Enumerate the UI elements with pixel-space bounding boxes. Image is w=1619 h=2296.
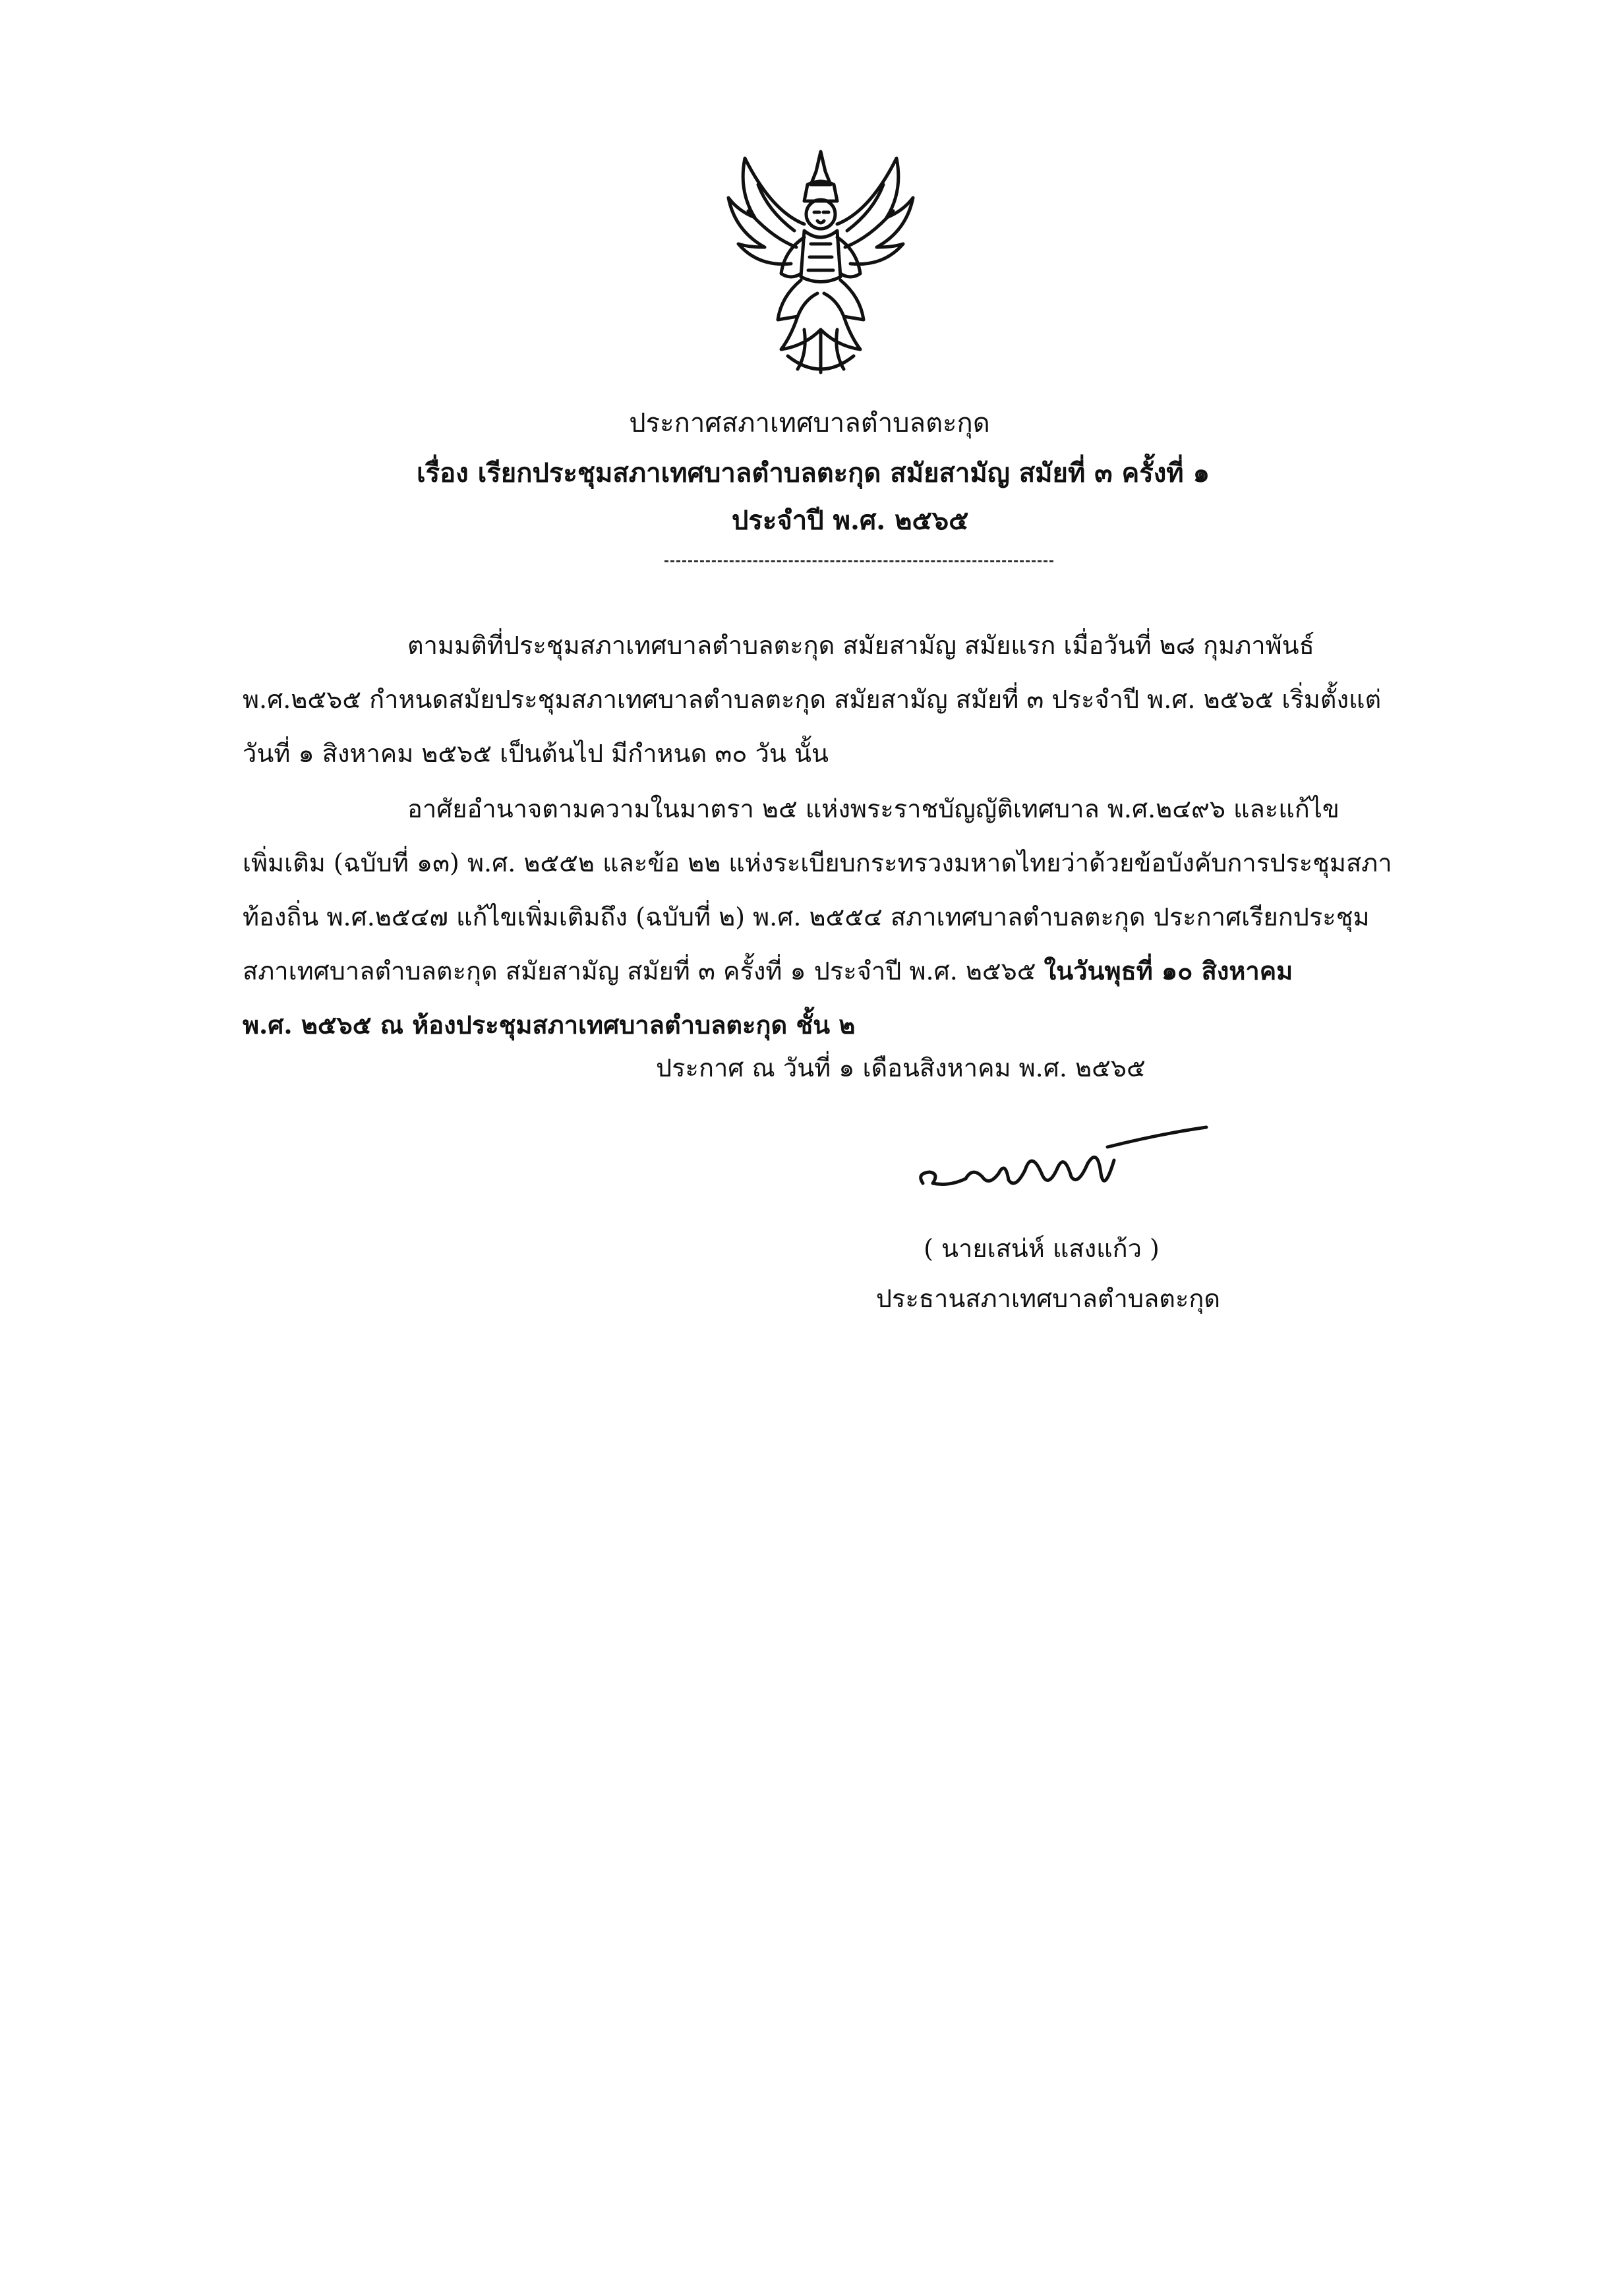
meeting-date: ในวันพุธที่ ๑๐ สิงหาคม: [1044, 956, 1293, 986]
signer-title: ประธานสภาเทศบาลตำบลตะกุด: [875, 1284, 1221, 1313]
paragraph-line: [243, 944, 1487, 998]
paragraph-line: พ.ศ.๒๕๖๕ กำหนดสมัยประชุมสภาเทศบาลตำบลตะกุด สมัยสามัญ สมัยที่ ๓ ประจำปี พ.ศ. ๒๕๖๕ เริ่มตั้งแต่: [243, 685, 1382, 714]
paragraph-line-text: สภาเทศบาลตำบลตะกุด สมัยสามัญ สมัยที่ ๓ ครั้งที่ ๑ ประจำปี พ.ศ. ๒๕๖๕: [243, 957, 1036, 986]
paragraph-schedule: [243, 618, 1487, 780]
paragraph-line: ตามมติที่ประชุมสภาเทศบาลตำบลตะกุด สมัยสามัญ สมัยแรก เมื่อวันที่ ๒๘ กุมภาพันธ์: [407, 631, 1314, 660]
signature: [910, 1121, 1213, 1213]
paragraph-authority: [243, 782, 1487, 1052]
announcement-date: ประกาศ ณ วันที่ ๑ เดือนสิงหาคม พ.ศ. ๒๕๖๕: [656, 1053, 1146, 1082]
paragraph-line: เพิ่มเติม (ฉบับที่ ๑๓) พ.ศ. ๒๕๕๒ และข้อ ๒๒ แห่งระเบียบกระทรวงมหาดไทยว่าด้วยข้อบังคับการประชุมสภา: [243, 848, 1392, 877]
paragraph-line: วันที่ ๑ สิงหาคม ๒๕๖๕ เป็นต้นไป มีกำหนด ๓๐ วัน นั้น: [243, 739, 829, 768]
meeting-venue: พ.ศ. ๒๕๖๕ ณ ห้องประชุมสภาเทศบาลตำบลตะกุด ชั้น ๒: [243, 1010, 856, 1040]
signer-name: ( นายเสน่ห์ แสงแก้ว ): [924, 1234, 1160, 1263]
garuda-emblem-icon: [719, 138, 923, 382]
announcement-year: ประจำปี พ.ศ. ๒๕๖๕: [732, 505, 969, 536]
paragraph-line: อาศัยอำนาจตามความในมาตรา ๒๕ แห่งพระราชบัญญัติเทศบาล พ.ศ.๒๔๙๖ และแก้ไข: [407, 794, 1339, 823]
title-divider: [664, 560, 1053, 562]
paragraph-line: ท้องถิ่น พ.ศ.๒๕๔๗ แก้ไขเพิ่มเติมถึง (ฉบับที่ ๒) พ.ศ. ๒๕๕๔ สภาเทศบาลตำบลตะกุด ประกาศเรียกประชุม: [243, 902, 1370, 931]
announcement-subject: เรื่อง เรียกประชุมสภาเทศบาลตำบลตะกุด สมัยสามัญ สมัยที่ ๓ ครั้งที่ ๑: [417, 457, 1210, 488]
announcement-title: ประกาศสภาเทศบาลตำบลตะกุด: [629, 408, 990, 438]
